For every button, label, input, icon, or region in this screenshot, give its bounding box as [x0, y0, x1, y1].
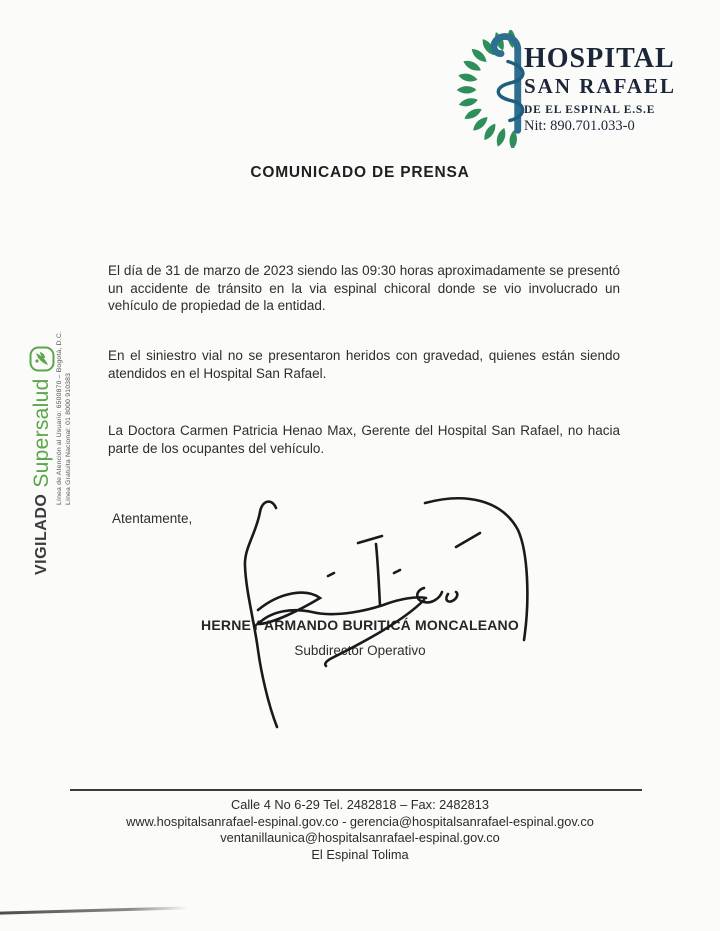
paragraph-accident: El día de 31 de marzo de 2023 siendo las 09:30 horas aproximadamente se presentó un accidente de tránsito en la via espinal chicoral donde se vio involucrado un vehículo de propiedad de la entidad. [108, 263, 620, 313]
supersalud-leaf-icon [29, 346, 55, 372]
paragraph-injured: En el siniestro vial no se presentaron heridos con gravedad, quienes están siendo atendidos en el Hospital San Rafael. [108, 348, 620, 381]
handwritten-signature [228, 490, 538, 732]
signatory-role: Subdirector Operativo [294, 643, 426, 658]
document-title: COMUNICADO DE PRENSA [250, 164, 470, 181]
vigilado-supersalud-stamp [29, 285, 87, 575]
footer-web-and-email: www.hospitalsanrafael-espinal.gov.co - gerencia@hospitalsanrafael-espinal.gov.co [126, 813, 594, 829]
hospital-subtitle: DE EL ESPINAL E.S.E [524, 104, 656, 116]
footer-email2: ventanillaunica@hospitalsanrafael-espinal.gov.co [220, 830, 500, 845]
stamp-phone-line1: Línea de Atención al Usuario: 6500870 – Bogotá, D.C. [56, 330, 63, 505]
vigilado-label: VIGILADO [33, 493, 50, 575]
hospital-nit: Nit: 890.701.033-0 [524, 118, 635, 134]
stamp-phone-line2: Línea Gratuita Nacional: 01 8000 910383 [64, 372, 72, 505]
footer-address: Calle 4 No 6-29 Tel. 2482818 – Fax: 2482813 [230, 797, 490, 812]
hospital-name-line2: SAN RAFAEL [524, 74, 677, 98]
paragraph-gerente: La Doctora Carmen Patricia Henao Max, Gerente del Hospital San Rafael, no hacia parte de los ocupantes del vehículo. [108, 423, 620, 456]
scan-artifact-line [0, 906, 188, 914]
supersalud-label: Supersalud [30, 378, 53, 488]
closing-salutation: Atentamente, [112, 511, 193, 526]
signatory-name: HERNEY ARMANDO BURITICÁ MONCALEANO [201, 617, 519, 633]
hospital-logo-text [524, 44, 720, 135]
hospital-logo [452, 28, 720, 152]
footer-block [0, 797, 720, 863]
footer-city: El Espinal Tolima [311, 846, 409, 862]
hospital-name-line1: HOSPITAL [524, 43, 675, 74]
footer-divider [70, 789, 642, 791]
